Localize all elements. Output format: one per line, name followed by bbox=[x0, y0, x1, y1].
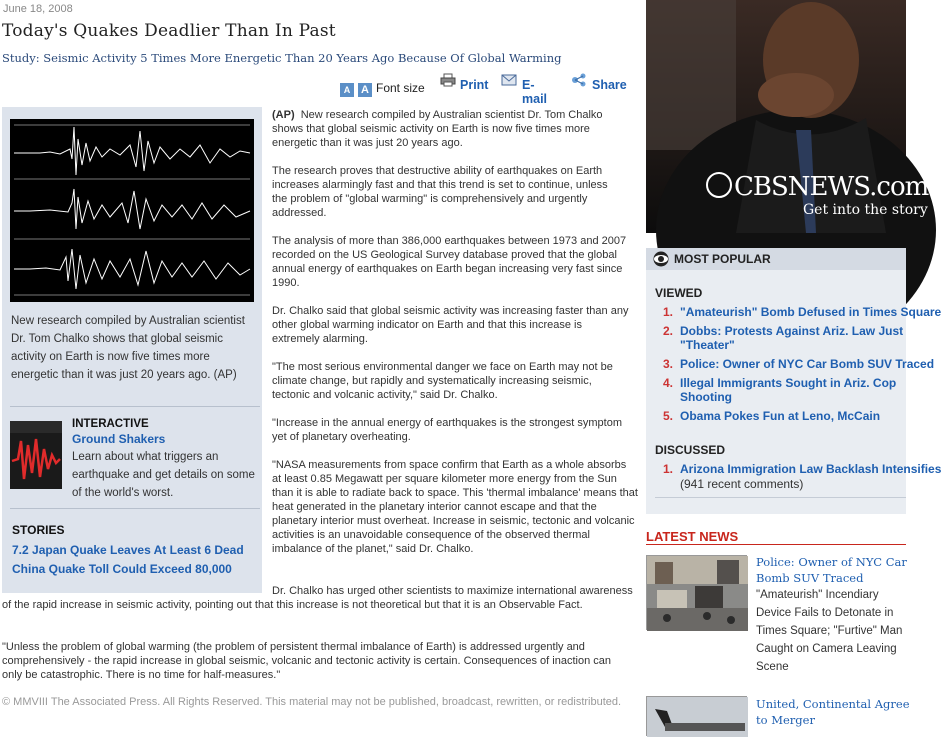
discussed-label: DISCUSSED bbox=[655, 443, 726, 457]
article-paragraph: The research proves that destructive ability of earthquakes on Earth increases alarmingly fast and that this trend is set to continue, unless the problem of "global warming" is comprehensively and urgently addressed. bbox=[272, 165, 608, 219]
photo-caption: New research compiled by Australian scientist Dr. Tom Chalko shows that global seismic activity on Earth is now five times more energetic than it was just 20 years ago. (AP) bbox=[11, 315, 245, 381]
popular-rank: 1. bbox=[663, 305, 674, 319]
ad-tagline: Get into the story bbox=[803, 202, 928, 218]
popular-rank: 4. bbox=[663, 376, 674, 390]
panel-divider bbox=[655, 497, 906, 498]
popular-link[interactable]: Dobbs: Protests Against Ariz. Law Just "Theater" bbox=[680, 324, 904, 352]
share-label: Share bbox=[592, 78, 627, 92]
news-thumbnail[interactable] bbox=[646, 555, 747, 630]
interactive-link[interactable]: Ground Shakers bbox=[72, 432, 166, 446]
article-date: June 18, 2008 bbox=[3, 3, 73, 15]
stories-label: STORIES bbox=[12, 523, 65, 537]
cbs-eye-icon bbox=[706, 172, 732, 198]
article-paragraph bbox=[272, 108, 632, 150]
article-sidebar bbox=[2, 107, 262, 593]
popular-rank: 5. bbox=[663, 409, 674, 423]
most-popular-header bbox=[646, 248, 906, 270]
share-icon bbox=[571, 73, 587, 87]
most-popular-panel bbox=[646, 248, 941, 514]
popular-link[interactable]: Illegal Immigrants Sought in Ariz. Cop Shooting bbox=[680, 376, 897, 404]
seismograph-image bbox=[10, 119, 254, 302]
cbs-eye-icon bbox=[652, 251, 670, 267]
seismograph-photo[interactable] bbox=[10, 119, 254, 302]
email-label: E-mail bbox=[522, 78, 548, 106]
font-size-label: Font size bbox=[376, 81, 425, 95]
print-label: Print bbox=[460, 78, 489, 92]
news-description: "Amateurish" Incendiary Device Fails to Detonate in Times Square; "Furtive" Man Caught on Camera Leaving Scene bbox=[756, 589, 903, 673]
article-paragraph: "The most serious environmental danger we face on Earth may not be climate change, but rapidly and systematically increasing seismic, tectonic and volcanic activity," said Dr. Chalko. bbox=[272, 361, 613, 401]
news-thumbnail[interactable] bbox=[646, 696, 747, 736]
popular-link[interactable]: Obama Pokes Fun at Leno, McCain bbox=[680, 409, 881, 423]
copyright-notice: © MMVIII The Associated Press. All Rights Reserved. This material may not be published, broadcast, rewritten, or redistributed. bbox=[2, 696, 622, 708]
latest-news-rule bbox=[646, 544, 906, 545]
popular-link[interactable]: Police: Owner of NYC Car Bomb SUV Traced bbox=[680, 357, 935, 371]
article-paragraph: "Unless the problem of global warming (the problem of persistent thermal imbalance of Earth) is addressed urgently and comprehensively - the rapid increase in global seismic, volcanic and tectonic activity is certain. Consequences of inaction can only be catastrophic. There is no time for half-measures." bbox=[2, 641, 611, 681]
news-headline-link[interactable]: United, Continental Agree to Merger bbox=[756, 697, 910, 727]
comment-count: (941 recent comments) bbox=[680, 477, 804, 491]
interactive-label: INTERACTIVE bbox=[72, 418, 149, 430]
story-link[interactable]: 7.2 Japan Quake Leaves At Least 6 Dead bbox=[12, 543, 244, 557]
popular-link[interactable]: "Amateurish" Bomb Defused in Times Square bbox=[680, 305, 941, 319]
article-paragraph: Dr. Chalko has urged other scientists to maximize international awareness of the rapid increase in seismic activity, pointing out that this increase is not theoretical but that it is an Observable Fact. bbox=[2, 585, 633, 611]
cbs-news-ad[interactable] bbox=[646, 0, 929, 233]
font-decrease-button[interactable]: A bbox=[340, 83, 354, 97]
interactive-description: Learn about what triggers an earthquake and get details on some of the world's worst. bbox=[72, 451, 255, 499]
times-square-photo bbox=[647, 556, 748, 631]
envelope-icon bbox=[501, 73, 517, 87]
discussed-rank: 1. bbox=[663, 462, 674, 476]
article-paragraph: "NASA measurements from space confirm that Earth as a whole absorbs at least 0.85 Megawatt per square kilometer more energy from the Sun than it is able to radiate back to space. This 'thermal imbalance' means that heat generated in the planetary interior cannot escape and that the planetary interior must overheat. Increase in seismic, tectonic and volcanic activities is an unavoidable consequence of the observed thermal imbalance of the planet," said Dr. Chalko. bbox=[272, 459, 638, 555]
article-subhead: Study: Seismic Activity 5 Times More Energetic Than 20 Years Ago Because Of Global Warming bbox=[2, 51, 562, 65]
airplane-photo bbox=[647, 697, 748, 737]
article-paragraph: The analysis of more than 386,000 earthquakes between 1973 and 2007 recorded on the US Geological Survey database proved that the global annual energy of earthquakes on Earth began increasing very fast since 1990. bbox=[272, 235, 627, 289]
most-popular-title: MOST POPULAR bbox=[674, 252, 771, 266]
discussed-link[interactable]: Arizona Immigration Law Backlash Intensifies bbox=[680, 462, 941, 476]
article-paragraph: Dr. Chalko said that global seismic activity was increasing faster than any other global warming indicator on Earth and that this increase is extremely alarming. bbox=[272, 305, 629, 345]
news-headline-link[interactable]: Police: Owner of NYC Car Bomb SUV Traced bbox=[756, 555, 907, 585]
printer-icon bbox=[440, 73, 456, 87]
page-title: Today's Quakes Deadlier Than In Past bbox=[2, 21, 336, 41]
sidebar-divider bbox=[10, 406, 260, 407]
seismic-wave-icon bbox=[10, 421, 62, 489]
popular-rank: 2. bbox=[663, 324, 674, 338]
story-link[interactable]: China Quake Toll Could Exceed 80,000 bbox=[12, 562, 232, 576]
article-paragraph: "Increase in the annual energy of earthquakes is the strongest symptom yet of planetary overheating. bbox=[272, 417, 622, 443]
font-increase-button[interactable]: A bbox=[358, 83, 372, 97]
cbs-brand: CBSNEWS.com bbox=[706, 172, 928, 202]
latest-news-title: LATEST NEWS bbox=[646, 529, 739, 544]
sidebar-divider bbox=[10, 508, 260, 509]
interactive-thumbnail[interactable] bbox=[10, 421, 62, 489]
ap-tag: (AP) bbox=[272, 109, 295, 121]
paragraph-text: New research compiled by Australian scientist Dr. Tom Chalko shows that global seismic activity on Earth is now five times more energetic than it was just 20 years ago. bbox=[272, 109, 603, 149]
article-toolbar bbox=[0, 72, 635, 106]
popular-rank: 3. bbox=[663, 357, 674, 371]
viewed-label: VIEWED bbox=[655, 286, 703, 300]
